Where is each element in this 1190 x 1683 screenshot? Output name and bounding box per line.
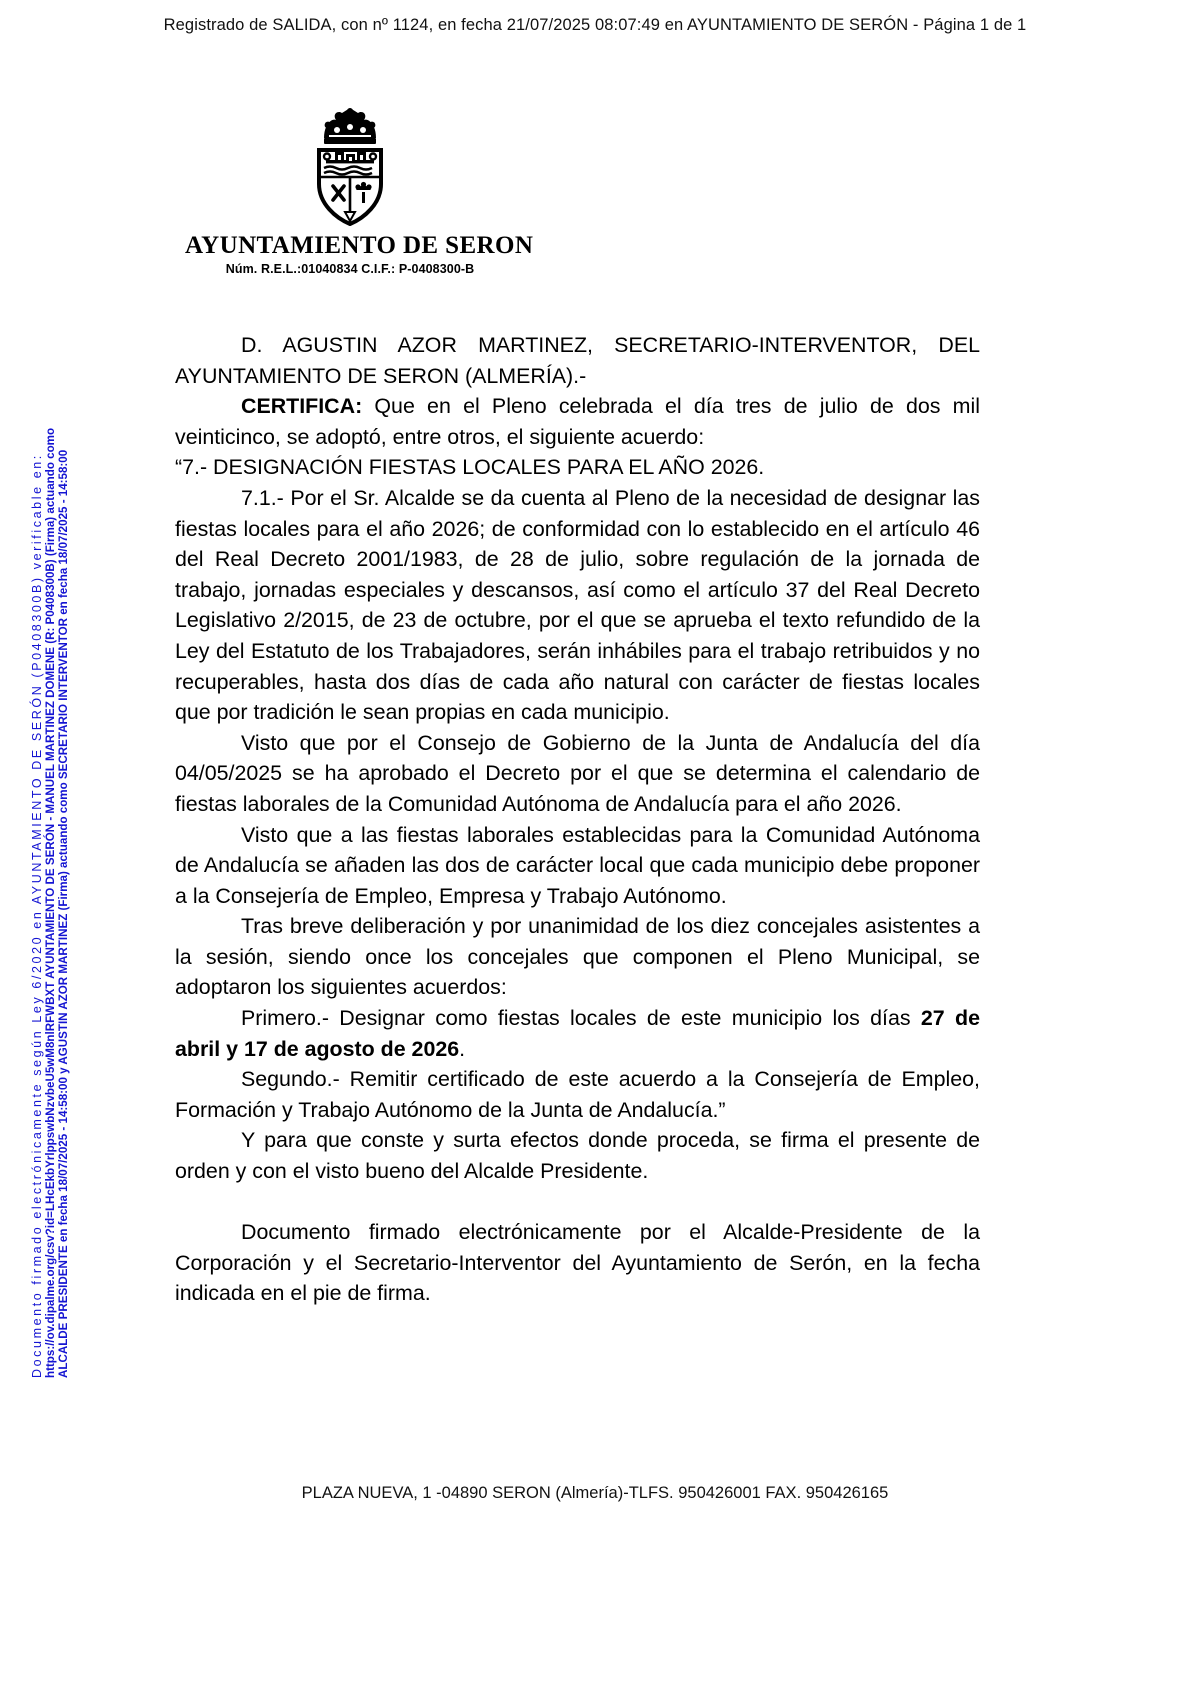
- organization-name: AYUNTAMIENTO DE SERON: [185, 232, 534, 259]
- paragraph-visto-decreto: [175, 728, 980, 820]
- acuerdo-segundo-text: Segundo.- Remitir certificado de este acuerdo a la Consejería de Empleo, Formación y Trabajo Autónomo de la Junta de Andalucía.”: [175, 1067, 980, 1122]
- clause-7-1-text: 7.1.- Por el Sr. Alcalde se da cuenta al Pleno de la necesidad de designar las fiestas locales para el año 2026; de conformidad con lo establecido en el artículo 46 del Real Decreto 2001/1983, de 28 de julio, sobre regulación de la jornada de trabajo, jornadas especiales y descansos, así como el artículo 37 del Real Decreto Legislativo 2/2015, de 23 de octubre, por el que se aprueba el texto refundido de la Ley del Estatuto de los Trabajadores, serán inhábiles para el trabajo retribuidos y no recuperables, hasta dos días de cada año natural con carácter de fiestas locales que por tradición le sean propias en cada municipio.: [175, 485, 980, 725]
- registry-header-text: Registrado de SALIDA, con nº 1124, en fecha 21/07/2025 08:07:49 en AYUNTAMIENTO DE SERÓN - Página 1 de 1: [163, 16, 1027, 34]
- paragraph-signatory: [175, 330, 980, 391]
- certifica-label: CERTIFICA:: [241, 394, 363, 419]
- paragraph-closing: [175, 1125, 980, 1186]
- signature-sidebar-line-2: https://ov.dipalme.org/csv?id=LHcEkbYrlppswbNzvbeU5wM8nlRFWBXT AYUNTAMIENTO DE SERÓN - MANUEL MARTINEZ DOMENE (R: P0408300B) (Firma) actuando como: [44, 427, 57, 1378]
- signatory-text: D. AGUSTIN AZOR MARTINEZ, SECRETARIO-INTERVENTOR, DEL AYUNTAMIENTO DE SERON (ALMERÍA).-: [175, 333, 980, 388]
- visto-fiestas-text: Visto que a las fiestas laborales establecidas para la Comunidad Autónoma de Andalucía se añaden las dos de carácter local que cada municipio debe proponer a la Consejería de Empleo, Empresa y Trabajo Autónomo.: [175, 822, 980, 908]
- paragraph-7-1: [175, 483, 980, 728]
- letterhead: [185, 108, 534, 276]
- electronic-signature-sidebar: [0, 0, 72, 1683]
- paragraph-deliberacion: [175, 911, 980, 1003]
- signature-sidebar-line-3: ALCALDE PRESIDENTE en fecha 18/07/2025 - 14:58:00 y AGUSTIN AZOR MARTINEZ (Firma) actuando como SECRETARIO INTERVENTOR en fecha 18/07/2025 - 14:58:00: [57, 449, 70, 1378]
- deliberacion-text: Tras breve deliberación y por unanimidad de los diez concejales asistentes a la sesión, siendo once los concejales que componen el Pleno Municipal, se adoptaron los siguientes acuerdos:: [175, 914, 980, 1000]
- paragraph-agenda-item-title: [175, 452, 980, 483]
- esignature-note-text: Documento firmado electrónicamente por el Alcalde-Presidente de la Corporación y el Secretario-Interventor del Ayuntamiento de Serón, en la fecha indicada en el pie de firma.: [175, 1220, 980, 1306]
- signature-sidebar-line-1: Documento firmado electrónicamente según Ley 6/2020 en AYUNTAMIENTO DE SERÓN (P0408300B) verificable en:: [30, 453, 44, 1378]
- paragraph-spacer: [175, 1187, 980, 1218]
- paragraph-acuerdo-segundo: [175, 1064, 980, 1125]
- certificate-body: [175, 330, 980, 1309]
- footer-address: PLAZA NUEVA, 1 -04890 SERON (Almería)-TLFS. 950426001 FAX. 950426165: [301, 1484, 889, 1502]
- designated-holiday-dates: 27 de abril y 17 de agosto de 2026: [175, 1006, 980, 1061]
- coat-of-arms-icon: [302, 108, 398, 226]
- paragraph-acuerdo-primero: [175, 1003, 980, 1064]
- paragraph-visto-fiestas: [175, 820, 980, 912]
- acuerdo-primero-tail: .: [459, 1036, 466, 1061]
- organization-registry-id: Núm. R.E.L.:01040834 C.I.F.: P-0408300-B: [225, 262, 475, 276]
- closing-text: Y para que conste y surta efectos donde proceda, se firma el presente de orden y con el visto bueno del Alcalde Presidente.: [175, 1128, 980, 1184]
- agenda-item-title-text: “7.- DESIGNACIÓN FIESTAS LOCALES PARA EL AÑO 2026.: [175, 455, 765, 480]
- visto-decreto-text: Visto que por el Consejo de Gobierno de la Junta de Andalucía del día 04/05/2025 se ha aprobado el Decreto por el que se determina el calendario de fiestas laborales de la Comunidad Autónoma de Andalucía para el año 2026.: [175, 730, 980, 816]
- paragraph-certifica: [175, 391, 980, 452]
- acuerdo-primero-lead: Primero.- Designar como fiestas locales de este municipio los días: [241, 1006, 921, 1031]
- paragraph-esignature-note: [175, 1217, 980, 1309]
- certifica-text: Que en el Pleno celebrada el día tres de julio de dos mil veinticinco, se adoptó, entre otros, el siguiente acuerdo:: [175, 394, 980, 449]
